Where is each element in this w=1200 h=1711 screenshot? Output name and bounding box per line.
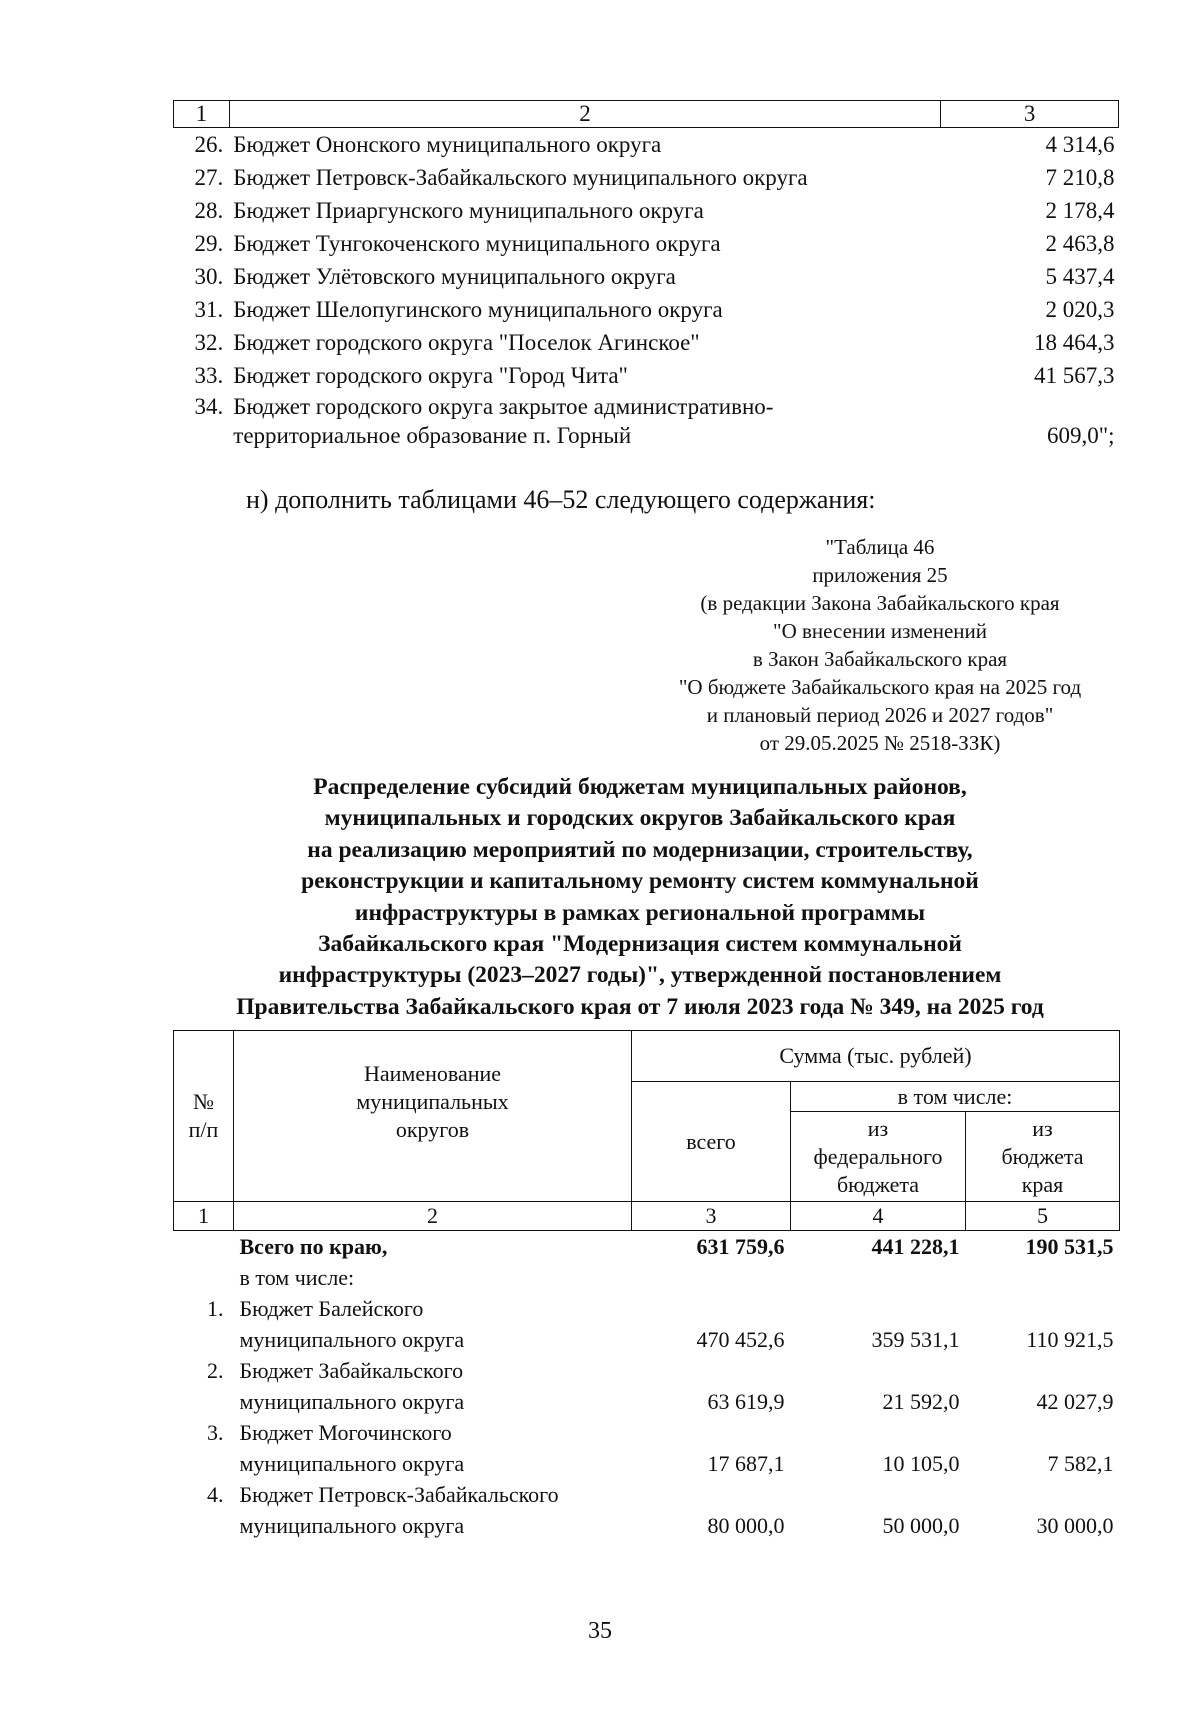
row-number: 29.	[194, 231, 224, 256]
header-sum: Сумма (тыс. рублей)	[632, 1031, 1120, 1082]
table-row	[174, 260, 1119, 293]
row-value: 18 464,3	[1034, 330, 1115, 355]
reference-line: (в редакции Закона Забайкальского края	[700, 591, 1060, 615]
table-row	[174, 1417, 1120, 1479]
header-cell: 1	[174, 101, 230, 128]
amendment-paragraph: н) дополнить таблицами 46–52 следующего содержания:	[246, 485, 876, 514]
row-number: 30.	[194, 264, 224, 289]
row-total: 17 687,1	[707, 1451, 785, 1476]
index-cell: 5	[966, 1202, 1120, 1231]
row-name	[234, 1479, 632, 1541]
total-label: Всего по краю,	[239, 1234, 388, 1259]
row-number: 26.	[194, 132, 224, 157]
header-cell: 3	[941, 101, 1119, 128]
row-value: 609,0";	[1046, 423, 1115, 448]
header-text: муниципальных	[356, 1089, 509, 1114]
table-row	[174, 128, 1119, 162]
subsidy-table	[173, 1030, 1120, 1541]
row-regional: 7 582,1	[1047, 1451, 1114, 1476]
row-name: Бюджет городского округа "Город Чита"	[233, 363, 628, 388]
header-name	[234, 1031, 632, 1202]
row-number: 4.	[207, 1482, 224, 1507]
row-total: 80 000,0	[707, 1513, 785, 1538]
index-cell: 1	[174, 1202, 234, 1231]
row-name: Бюджет Ононского муниципального округа	[233, 132, 662, 157]
reference-line: "Таблица 46	[825, 535, 935, 559]
row-federal: 359 531,1	[871, 1327, 960, 1352]
header-text: федерального	[813, 1143, 943, 1169]
row-name	[229, 392, 940, 450]
row-regional: 110 921,5	[1026, 1327, 1114, 1352]
header-text: Наименование	[363, 1061, 502, 1086]
total-row	[174, 1231, 1120, 1263]
row-name-line: Бюджет Петровск-Забайкальского	[239, 1482, 559, 1507]
row-number: 27.	[194, 165, 224, 190]
header-total: всего	[632, 1082, 791, 1202]
header-regional	[966, 1112, 1120, 1202]
row-name-line: муниципального округа	[239, 1513, 465, 1538]
row-value: 2 463,8	[1045, 231, 1115, 256]
row-name-line: Бюджет Могочинского	[239, 1420, 452, 1445]
header-text: бюджета	[1001, 1143, 1084, 1169]
reference-line: "О бюджете Забайкальского края на 2025 год	[678, 675, 1082, 699]
row-name-line: территориальное образование п. Горный	[233, 423, 632, 448]
title-line: инфраструктуры в рамках региональной программы	[354, 899, 926, 926]
row-federal: 50 000,0	[882, 1513, 960, 1538]
row-value: 2 178,4	[1045, 198, 1115, 223]
table-row	[174, 326, 1119, 359]
row-name: Бюджет Шелопугинского муниципального округа	[233, 297, 723, 322]
including-label: в том числе:	[239, 1265, 355, 1290]
header-number	[174, 1031, 234, 1202]
page-number: 35	[588, 1618, 612, 1644]
row-name: Бюджет городского округа "Поселок Агинское"	[233, 330, 700, 355]
table-row	[174, 1479, 1120, 1541]
header-federal	[791, 1112, 966, 1202]
row-federal: 10 105,0	[882, 1451, 960, 1476]
header-text: №	[193, 1089, 214, 1114]
header-text: из	[1032, 1115, 1053, 1141]
reference-line: в Закон Забайкальского края	[752, 647, 1008, 671]
title-line: инфраструктуры (2023–2027 годы)", утвержденной постановлением	[278, 962, 1002, 989]
row-number: 3.	[207, 1420, 224, 1445]
empty-cell	[174, 1231, 234, 1263]
row-name	[234, 1417, 632, 1479]
reference-line: приложения 25	[812, 563, 948, 587]
row-value: 7 210,8	[1045, 165, 1115, 190]
title-line: Забайкальского края "Модернизация систем коммунальной	[318, 931, 962, 958]
table-row	[174, 359, 1119, 392]
table-row	[174, 194, 1119, 227]
title-line: Правительства Забайкальского края от 7 июля 2023 года № 349, на 2025 год	[236, 993, 1044, 1020]
including-row	[174, 1262, 1120, 1293]
row-number: 2.	[207, 1358, 224, 1383]
header-text: п/п	[188, 1117, 219, 1142]
row-name: Бюджет Улётовского муниципального округа	[233, 264, 676, 289]
row-regional: 30 000,0	[1036, 1513, 1114, 1538]
header-including: в том числе:	[791, 1082, 1120, 1112]
row-number: 1.	[207, 1296, 224, 1321]
row-name	[234, 1293, 632, 1355]
header-cell: 2	[229, 101, 940, 128]
row-number: 32.	[194, 330, 224, 355]
table-row	[174, 1293, 1120, 1355]
row-name-line: муниципального округа	[239, 1451, 465, 1476]
row-total: 63 619,9	[707, 1389, 785, 1414]
index-cell: 2	[234, 1202, 632, 1231]
header-text: округов	[395, 1117, 470, 1142]
row-value: 2 020,3	[1045, 297, 1115, 322]
table-header-row	[174, 1031, 1120, 1082]
table-row	[174, 392, 1119, 450]
title-line: реконструкции и капитальному ремонту систем коммунальной	[301, 868, 979, 895]
index-cell: 4	[791, 1202, 966, 1231]
row-value: 5 437,4	[1045, 264, 1115, 289]
total-sum: 631 759,6	[696, 1234, 785, 1259]
row-name-line: Бюджет Балейского	[239, 1296, 424, 1321]
empty-cell	[174, 1262, 234, 1293]
row-name: Бюджет Тунгокоченского муниципального округа	[233, 231, 721, 256]
row-name: Бюджет Приаргунского муниципального округа	[233, 198, 704, 223]
row-value: 4 314,6	[1045, 132, 1115, 157]
row-total: 470 452,6	[696, 1327, 785, 1352]
reference-line: от 29.05.2025 № 2518-ЗЗК)	[759, 731, 1001, 755]
table-row	[174, 161, 1119, 194]
header-text: края	[1021, 1171, 1064, 1197]
table-header-row	[174, 101, 1119, 128]
continued-table	[173, 100, 1119, 450]
row-name-line: Бюджет Забайкальского	[239, 1358, 464, 1383]
total-regional: 190 531,5	[1025, 1234, 1114, 1259]
row-regional: 42 027,9	[1036, 1389, 1114, 1414]
column-index-row	[174, 1202, 1120, 1231]
table-row	[174, 227, 1119, 260]
title-line: муниципальных и городских округов Забайкальского края	[324, 805, 956, 832]
row-name-line: муниципального округа	[239, 1389, 465, 1414]
table-row	[174, 1355, 1120, 1417]
header-text: из	[867, 1115, 889, 1141]
row-number: 28.	[194, 198, 224, 223]
row-number: 33.	[194, 363, 224, 388]
table-row	[174, 293, 1119, 326]
reference-line: "О внесении изменений	[773, 619, 987, 643]
index-cell: 3	[632, 1202, 791, 1231]
table-title	[160, 772, 1120, 1023]
row-federal: 21 592,0	[882, 1389, 960, 1414]
row-name-line: муниципального округа	[239, 1327, 465, 1352]
reference-line: и плановый период 2026 и 2027 годов"	[706, 703, 1054, 727]
header-text: бюджета	[836, 1171, 920, 1197]
row-number: 34.	[194, 394, 224, 419]
row-name: Бюджет Петровск-Забайкальского муниципального округа	[233, 165, 808, 190]
row-name	[234, 1355, 632, 1417]
row-number: 31.	[194, 297, 224, 322]
title-line: на реализацию мероприятий по модернизации, строительству,	[307, 836, 973, 863]
row-value: 41 567,3	[1034, 363, 1115, 388]
total-federal: 441 228,1	[871, 1234, 960, 1259]
title-line: Распределение субсидий бюджетам муниципальных районов,	[313, 774, 967, 800]
row-name-line: Бюджет городского округа закрытое административно-	[233, 394, 774, 419]
table-reference-note	[620, 533, 1140, 757]
